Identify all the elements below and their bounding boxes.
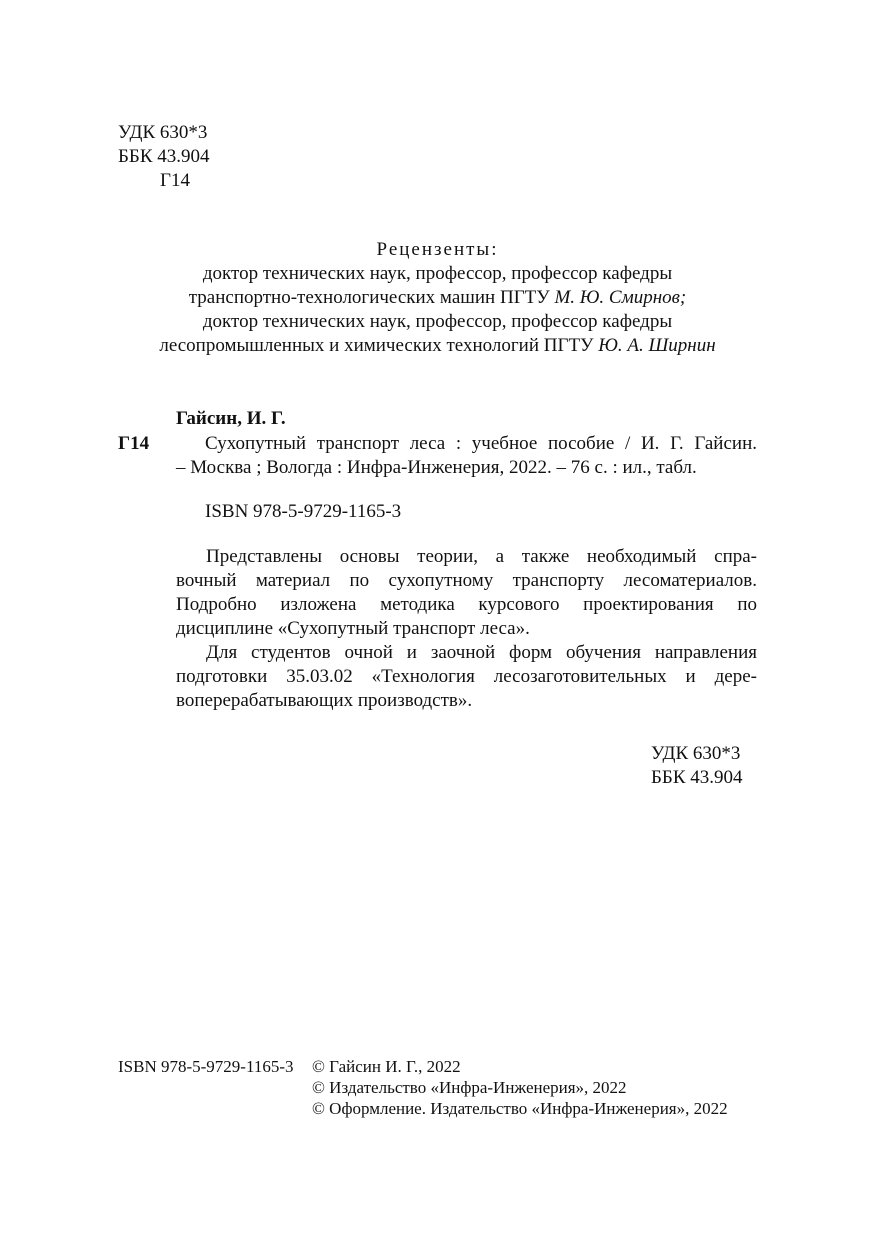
abstract-line: дисциплине «Сухопутный транспорт леса». [176, 618, 530, 639]
udk-top: УДК 630*3 [118, 122, 208, 143]
bib-line: Сухопутный транспорт леса : учебное пособие / И. Г. Гайсин. [205, 433, 757, 454]
author-code-top: Г14 [160, 170, 190, 191]
abstract-line: воперерабатывающих производств». [176, 690, 473, 711]
reviewer-line: доктор технических наук, профессор, профессор кафедры [202, 311, 673, 332]
reviewers-title: Рецензенты: [376, 239, 499, 260]
abstract [176, 545, 757, 713]
abstract-line: вочный материал по сухопутному транспорту лесоматериалов. [176, 570, 757, 591]
footer-isbn: ISBN 978-5-9729-1165-3 [118, 1057, 294, 1076]
bbk-top: ББК 43.904 [118, 146, 210, 167]
copyright-line: © Оформление. Издательство «Инфра-Инженерия», 2022 [312, 1099, 728, 1118]
author-code: Г14 [118, 433, 150, 454]
bib-line: – Москва ; Вологда : Инфра-Инженерия, 2022. – 76 с. : ил., табл. [176, 457, 697, 478]
reviewer-line: доктор технических наук, профессор, профессор кафедры [202, 263, 673, 284]
abstract-line: Для студентов очной и заочной форм обучения направления [206, 642, 757, 663]
udk-bottom: УДК 630*3 [651, 743, 741, 764]
abstract-line: Представлены основы теории, а также необходимый спра- [206, 546, 757, 567]
reviewer-line: лесопромышленных и химических технологий ПГТУ Ю. А. Ширнин [159, 335, 716, 356]
bbk-bottom: ББК 43.904 [651, 767, 743, 788]
copyright-line: © Издательство «Инфра-Инженерия», 2022 [312, 1078, 627, 1097]
copyright-line: © Гайсин И. Г., 2022 [312, 1057, 461, 1076]
isbn-line: ISBN 978-5-9729-1165-3 [205, 501, 402, 522]
abstract-line: Подробно изложена методика курсового проектирования по [176, 594, 757, 615]
abstract-line: подготовки 35.03.02 «Технология лесозаготовительных и дере- [176, 666, 757, 687]
reviewers-block [100, 238, 775, 358]
author-heading: Гайсин, И. Г. [176, 408, 286, 429]
reviewer-line: транспортно-технологических машин ПГТУ М. Ю. Смирнов; [188, 287, 687, 308]
